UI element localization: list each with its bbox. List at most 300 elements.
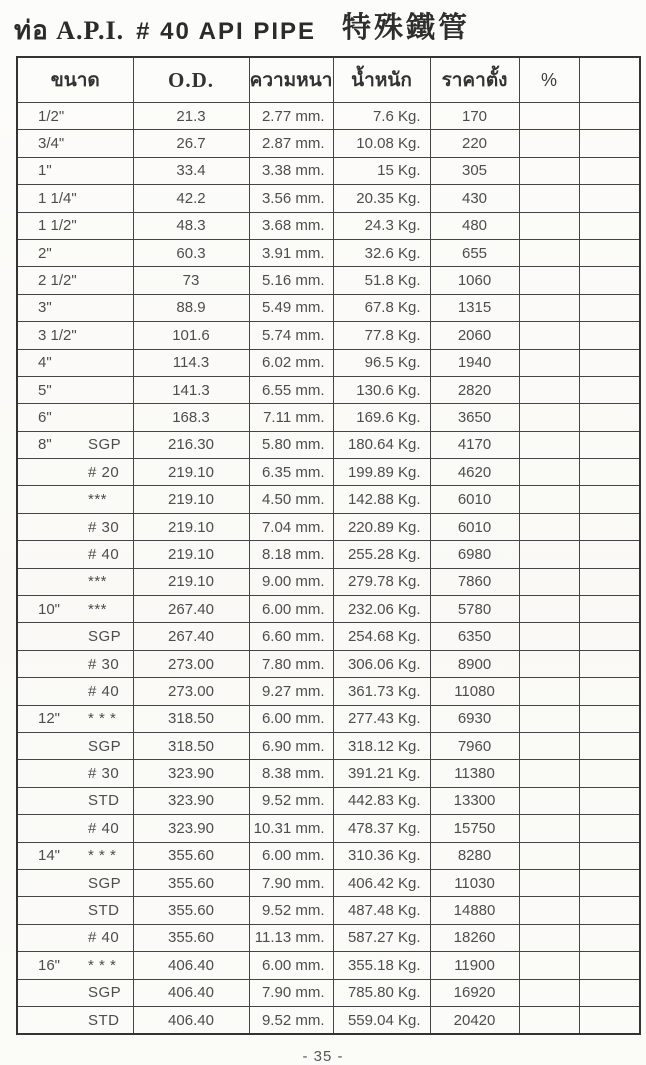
od-cell: 141.3: [133, 376, 249, 403]
table-row: [17, 486, 640, 513]
thickness-cell: 3.56 mm.: [249, 185, 333, 212]
price-cell: 655: [430, 239, 519, 266]
table-header: [17, 57, 640, 103]
size-cell: [17, 267, 133, 294]
od-cell: 101.6: [133, 322, 249, 349]
price-cell: 6980: [430, 541, 519, 568]
weight-cell: 7.6 Kg.: [333, 103, 430, 130]
schedule-label: SGP: [88, 984, 122, 1002]
od-cell: 168.3: [133, 404, 249, 431]
extra-cell: [579, 787, 640, 814]
percent-cell: [519, 869, 579, 896]
size-cell: [17, 924, 133, 951]
price-cell: 15750: [430, 815, 519, 842]
thickness-cell: 5.80 mm.: [249, 431, 333, 458]
size-cell: [17, 1006, 133, 1034]
price-cell: 7860: [430, 568, 519, 595]
price-cell: 480: [430, 212, 519, 239]
schedule-label: # 20: [88, 463, 120, 481]
header-od: O.D.: [133, 57, 249, 103]
header-thickness: ความหนา: [249, 57, 333, 103]
thickness-cell: 9.52 mm.: [249, 1006, 333, 1034]
schedule-label: * * *: [88, 956, 117, 974]
size-label: 1": [38, 162, 52, 180]
price-cell: 6930: [430, 705, 519, 732]
weight-cell: 24.3 Kg.: [333, 212, 430, 239]
price-cell: 6010: [430, 486, 519, 513]
od-cell: 26.7: [133, 130, 249, 157]
price-cell: 14880: [430, 897, 519, 924]
percent-cell: [519, 404, 579, 431]
size-cell: [17, 596, 133, 623]
header-size: ขนาด: [17, 57, 133, 103]
extra-cell: [579, 513, 640, 540]
weight-cell: 279.78 Kg.: [333, 568, 430, 595]
table-row: [17, 842, 640, 869]
od-cell: 219.10: [133, 541, 249, 568]
schedule-label: # 40: [88, 819, 120, 837]
weight-cell: 180.64 Kg.: [333, 431, 430, 458]
size-cell: [17, 239, 133, 266]
od-cell: 60.3: [133, 239, 249, 266]
extra-cell: [579, 431, 640, 458]
percent-cell: [519, 513, 579, 540]
extra-cell: [579, 404, 640, 431]
extra-cell: [579, 349, 640, 376]
weight-cell: 318.12 Kg.: [333, 732, 430, 759]
title-chinese: 特殊鐵管: [342, 12, 471, 44]
price-cell: 220: [430, 130, 519, 157]
price-cell: 11900: [430, 952, 519, 979]
size-label: 2 1/2": [38, 272, 77, 290]
size-cell: [17, 103, 133, 130]
table-row: [17, 404, 640, 431]
schedule-label: STD: [88, 902, 120, 920]
extra-cell: [579, 952, 640, 979]
table-row: [17, 267, 640, 294]
percent-cell: [519, 130, 579, 157]
od-cell: 42.2: [133, 185, 249, 212]
price-cell: 430: [430, 185, 519, 212]
size-cell: [17, 869, 133, 896]
extra-cell: [579, 322, 640, 349]
thickness-cell: 11.13 mm.: [249, 924, 333, 951]
weight-cell: 361.73 Kg.: [333, 678, 430, 705]
size-cell: [17, 678, 133, 705]
od-cell: 406.40: [133, 1006, 249, 1034]
price-cell: 2060: [430, 322, 519, 349]
thickness-cell: 5.49 mm.: [249, 294, 333, 321]
schedule-label: # 30: [88, 765, 120, 783]
weight-cell: 67.8 Kg.: [333, 294, 430, 321]
weight-cell: 355.18 Kg.: [333, 952, 430, 979]
weight-cell: 130.6 Kg.: [333, 376, 430, 403]
price-cell: 11030: [430, 869, 519, 896]
size-cell: [17, 513, 133, 540]
schedule-label: # 30: [88, 655, 120, 673]
table-row: [17, 596, 640, 623]
table-body: [17, 103, 640, 1035]
od-cell: 21.3: [133, 103, 249, 130]
size-label: 10": [38, 600, 61, 618]
size-cell: [17, 979, 133, 1006]
extra-cell: [579, 212, 640, 239]
percent-cell: [519, 267, 579, 294]
extra-cell: [579, 267, 640, 294]
weight-cell: 10.08 Kg.: [333, 130, 430, 157]
thickness-cell: 7.04 mm.: [249, 513, 333, 540]
od-cell: 355.60: [133, 924, 249, 951]
weight-cell: 15 Kg.: [333, 157, 430, 184]
thickness-cell: 2.77 mm.: [249, 103, 333, 130]
weight-cell: 306.06 Kg.: [333, 650, 430, 677]
weight-cell: 199.89 Kg.: [333, 459, 430, 486]
size-cell: [17, 349, 133, 376]
thickness-cell: 5.16 mm.: [249, 267, 333, 294]
size-cell: [17, 568, 133, 595]
percent-cell: [519, 842, 579, 869]
weight-cell: 142.88 Kg.: [333, 486, 430, 513]
percent-cell: [519, 212, 579, 239]
table-row: [17, 376, 640, 403]
size-cell: [17, 787, 133, 814]
size-cell: [17, 322, 133, 349]
weight-cell: 559.04 Kg.: [333, 1006, 430, 1034]
weight-cell: 277.43 Kg.: [333, 705, 430, 732]
thickness-cell: 9.00 mm.: [249, 568, 333, 595]
extra-cell: [579, 678, 640, 705]
price-cell: 11080: [430, 678, 519, 705]
table-row: [17, 185, 640, 212]
schedule-label: ***: [88, 573, 108, 591]
thickness-cell: 9.52 mm.: [249, 787, 333, 814]
extra-cell: [579, 650, 640, 677]
price-cell: 1060: [430, 267, 519, 294]
extra-cell: [579, 924, 640, 951]
od-cell: 355.60: [133, 897, 249, 924]
thickness-cell: 7.90 mm.: [249, 979, 333, 1006]
percent-cell: [519, 349, 579, 376]
price-cell: 2820: [430, 376, 519, 403]
weight-cell: 587.27 Kg.: [333, 924, 430, 951]
percent-cell: [519, 678, 579, 705]
od-cell: 323.90: [133, 815, 249, 842]
header-weight: น้ำหนัก: [333, 57, 430, 103]
extra-cell: [579, 842, 640, 869]
percent-cell: [519, 541, 579, 568]
table-row: [17, 787, 640, 814]
size-cell: [17, 486, 133, 513]
weight-cell: 487.48 Kg.: [333, 897, 430, 924]
od-cell: 323.90: [133, 787, 249, 814]
extra-cell: [579, 732, 640, 759]
weight-cell: 255.28 Kg.: [333, 541, 430, 568]
table-row: [17, 212, 640, 239]
table-row: [17, 157, 640, 184]
price-cell: 4170: [430, 431, 519, 458]
weight-cell: 96.5 Kg.: [333, 349, 430, 376]
table-row: [17, 1006, 640, 1034]
od-cell: 273.00: [133, 650, 249, 677]
price-cell: 5780: [430, 596, 519, 623]
size-cell: [17, 185, 133, 212]
percent-cell: [519, 185, 579, 212]
od-cell: 323.90: [133, 760, 249, 787]
percent-cell: [519, 376, 579, 403]
weight-cell: 254.68 Kg.: [333, 623, 430, 650]
schedule-label: STD: [88, 1011, 120, 1029]
header-price: ราคาตั้ง: [430, 57, 519, 103]
extra-cell: [579, 459, 640, 486]
pipe-price-table: [16, 56, 641, 1035]
percent-cell: [519, 157, 579, 184]
thickness-cell: 6.00 mm.: [249, 842, 333, 869]
od-cell: 114.3: [133, 349, 249, 376]
header-extra: [579, 57, 640, 103]
table-row: [17, 732, 640, 759]
percent-cell: [519, 596, 579, 623]
table-row: [17, 952, 640, 979]
percent-cell: [519, 705, 579, 732]
size-cell: [17, 130, 133, 157]
weight-cell: 442.83 Kg.: [333, 787, 430, 814]
schedule-label: SGP: [88, 737, 122, 755]
thickness-cell: 6.60 mm.: [249, 623, 333, 650]
schedule-label: * * *: [88, 710, 117, 728]
schedule-label: STD: [88, 792, 120, 810]
weight-cell: 77.8 Kg.: [333, 322, 430, 349]
weight-cell: 232.06 Kg.: [333, 596, 430, 623]
percent-cell: [519, 924, 579, 951]
extra-cell: [579, 623, 640, 650]
table-row: [17, 678, 640, 705]
price-cell: 8900: [430, 650, 519, 677]
extra-cell: [579, 705, 640, 732]
thickness-cell: 6.90 mm.: [249, 732, 333, 759]
table-row: [17, 431, 640, 458]
weight-cell: 406.42 Kg.: [333, 869, 430, 896]
extra-cell: [579, 815, 640, 842]
price-cell: 6350: [430, 623, 519, 650]
percent-cell: [519, 459, 579, 486]
percent-cell: [519, 760, 579, 787]
thickness-cell: 8.18 mm.: [249, 541, 333, 568]
extra-cell: [579, 185, 640, 212]
size-label: 4": [38, 354, 52, 372]
price-cell: 6010: [430, 513, 519, 540]
od-cell: 267.40: [133, 623, 249, 650]
table-row: [17, 513, 640, 540]
size-label: 8": [38, 436, 52, 454]
price-cell: 11380: [430, 760, 519, 787]
od-cell: 318.50: [133, 732, 249, 759]
size-cell: [17, 897, 133, 924]
percent-cell: [519, 431, 579, 458]
table-row: [17, 103, 640, 130]
price-cell: 7960: [430, 732, 519, 759]
extra-cell: [579, 869, 640, 896]
schedule-label: # 40: [88, 929, 120, 947]
od-cell: 219.10: [133, 459, 249, 486]
percent-cell: [519, 952, 579, 979]
size-cell: [17, 952, 133, 979]
schedule-label: SGP: [88, 874, 122, 892]
thickness-cell: 7.80 mm.: [249, 650, 333, 677]
extra-cell: [579, 294, 640, 321]
header-row: [17, 57, 640, 103]
price-cell: 4620: [430, 459, 519, 486]
size-cell: [17, 623, 133, 650]
size-label: 1 1/2": [38, 217, 77, 235]
price-cell: 170: [430, 103, 519, 130]
extra-cell: [579, 376, 640, 403]
size-label: 16": [38, 956, 61, 974]
size-cell: [17, 157, 133, 184]
size-label: 1/2": [38, 107, 65, 125]
od-cell: 219.10: [133, 513, 249, 540]
od-cell: 88.9: [133, 294, 249, 321]
thickness-cell: 8.38 mm.: [249, 760, 333, 787]
od-cell: 216.30: [133, 431, 249, 458]
od-cell: 33.4: [133, 157, 249, 184]
weight-cell: 478.37 Kg.: [333, 815, 430, 842]
thickness-cell: 3.38 mm.: [249, 157, 333, 184]
weight-cell: 20.35 Kg.: [333, 185, 430, 212]
percent-cell: [519, 650, 579, 677]
thickness-cell: 6.00 mm.: [249, 952, 333, 979]
size-cell: [17, 459, 133, 486]
percent-cell: [519, 815, 579, 842]
extra-cell: [579, 1006, 640, 1034]
table-row: [17, 322, 640, 349]
thickness-cell: 6.35 mm.: [249, 459, 333, 486]
weight-cell: 785.80 Kg.: [333, 979, 430, 1006]
size-label: 3": [38, 299, 52, 317]
table-row: [17, 349, 640, 376]
size-cell: [17, 732, 133, 759]
table-row: [17, 239, 640, 266]
table-row: [17, 979, 640, 1006]
schedule-label: ***: [88, 600, 108, 618]
extra-cell: [579, 103, 640, 130]
table-row: [17, 705, 640, 732]
size-label: 14": [38, 847, 61, 865]
thickness-cell: 5.74 mm.: [249, 322, 333, 349]
od-cell: 318.50: [133, 705, 249, 732]
percent-cell: [519, 787, 579, 814]
percent-cell: [519, 486, 579, 513]
table-row: [17, 459, 640, 486]
thickness-cell: 9.52 mm.: [249, 897, 333, 924]
size-cell: [17, 541, 133, 568]
table-row: [17, 294, 640, 321]
price-cell: 18260: [430, 924, 519, 951]
thickness-cell: 10.31 mm.: [249, 815, 333, 842]
percent-cell: [519, 623, 579, 650]
percent-cell: [519, 322, 579, 349]
extra-cell: [579, 239, 640, 266]
schedule-label: SGP: [88, 628, 122, 646]
price-cell: 16920: [430, 979, 519, 1006]
size-label: 2": [38, 244, 52, 262]
table-row: [17, 897, 640, 924]
od-cell: 406.40: [133, 979, 249, 1006]
thickness-cell: 6.02 mm.: [249, 349, 333, 376]
extra-cell: [579, 897, 640, 924]
od-cell: 219.10: [133, 568, 249, 595]
extra-cell: [579, 979, 640, 1006]
size-label: 6": [38, 408, 52, 426]
extra-cell: [579, 541, 640, 568]
table-row: [17, 541, 640, 568]
schedule-label: ***: [88, 491, 108, 509]
weight-cell: 51.8 Kg.: [333, 267, 430, 294]
header-percent: %: [519, 57, 579, 103]
od-cell: 406.40: [133, 952, 249, 979]
schedule-label: SGP: [88, 436, 122, 454]
table-row: [17, 815, 640, 842]
size-label: 12": [38, 710, 61, 728]
thickness-cell: 4.50 mm.: [249, 486, 333, 513]
size-cell: [17, 650, 133, 677]
extra-cell: [579, 486, 640, 513]
percent-cell: [519, 294, 579, 321]
table-row: [17, 650, 640, 677]
schedule-label: # 40: [88, 545, 120, 563]
schedule-label: # 30: [88, 518, 120, 536]
price-cell: 3650: [430, 404, 519, 431]
od-cell: 355.60: [133, 869, 249, 896]
thickness-cell: 3.91 mm.: [249, 239, 333, 266]
weight-cell: 310.36 Kg.: [333, 842, 430, 869]
od-cell: 273.00: [133, 678, 249, 705]
thickness-cell: 7.90 mm.: [249, 869, 333, 896]
thickness-cell: 6.55 mm.: [249, 376, 333, 403]
size-cell: [17, 376, 133, 403]
table-row: [17, 130, 640, 157]
weight-cell: 32.6 Kg.: [333, 239, 430, 266]
price-cell: 8280: [430, 842, 519, 869]
percent-cell: [519, 1006, 579, 1034]
extra-cell: [579, 596, 640, 623]
weight-cell: 169.6 Kg.: [333, 404, 430, 431]
thickness-cell: 6.00 mm.: [249, 705, 333, 732]
od-cell: 219.10: [133, 486, 249, 513]
price-cell: 1940: [430, 349, 519, 376]
schedule-label: # 40: [88, 682, 120, 700]
extra-cell: [579, 568, 640, 595]
weight-cell: 391.21 Kg.: [333, 760, 430, 787]
size-cell: [17, 842, 133, 869]
percent-cell: [519, 897, 579, 924]
percent-cell: [519, 979, 579, 1006]
size-label: 1 1/4": [38, 189, 77, 207]
od-cell: 48.3: [133, 212, 249, 239]
thickness-cell: 2.87 mm.: [249, 130, 333, 157]
table-row: [17, 568, 640, 595]
percent-cell: [519, 732, 579, 759]
size-cell: [17, 294, 133, 321]
thickness-cell: 6.00 mm.: [249, 596, 333, 623]
thickness-cell: 3.68 mm.: [249, 212, 333, 239]
extra-cell: [579, 130, 640, 157]
size-cell: [17, 404, 133, 431]
size-label: 3 1/2": [38, 326, 77, 344]
table-row: [17, 623, 640, 650]
od-cell: 355.60: [133, 842, 249, 869]
price-cell: 305: [430, 157, 519, 184]
weight-cell: 220.89 Kg.: [333, 513, 430, 540]
